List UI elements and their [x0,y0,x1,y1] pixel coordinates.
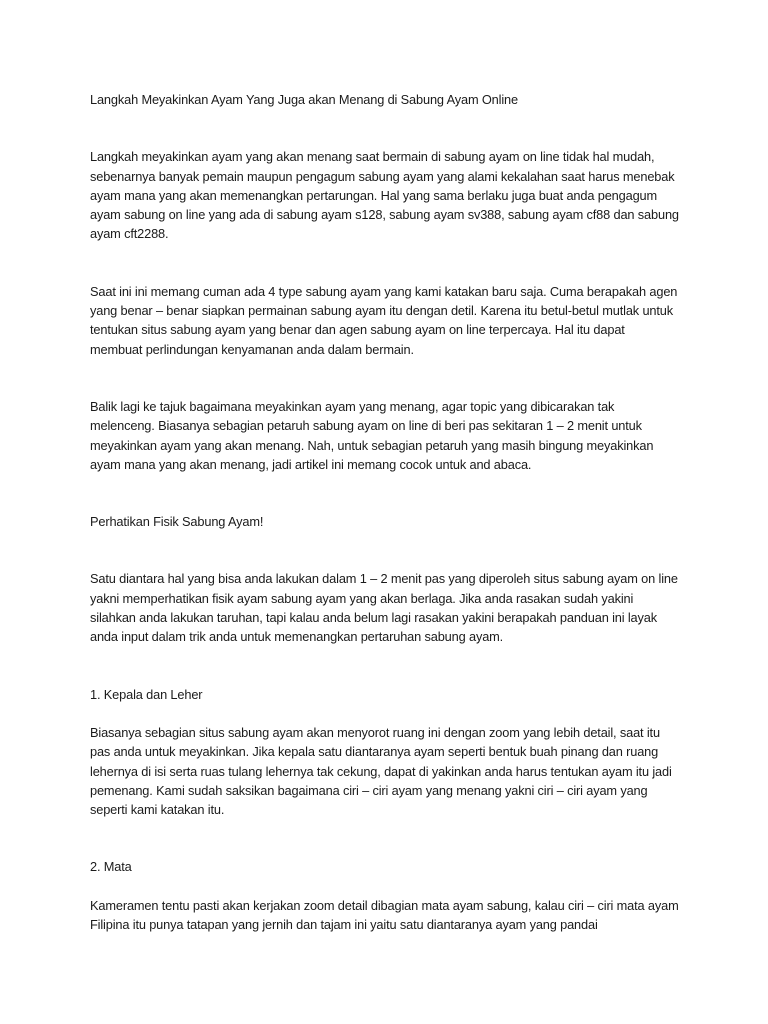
paragraph: Balik lagi ke tajuk bagaimana meyakinkan ayam yang menang, agar topic yang dibicarakan tak melenceng. Biasanya sebagian petaruh sabung ayam on line di beri pas sekitaran 1 – 2 menit untuk meyakinkan ayam yang akan menang. Nah, untuk sebagian petaruh yang masih bingung meyakinkan ayam mana yang akan menang, jadi artikel ini memang cocok untuk and abaca. [90,398,654,472]
document-body [90,90,680,934]
paragraph: Saat ini ini memang cuman ada 4 type sabung ayam yang kami katakan baru saja. Cuma berapakah agen yang benar – benar siapkan permainan sabung ayam itu dengan detil. Karena itu betul-betul mutlak untuk tentukan situs sabung ayam yang benar dan agen sabung ayam on line terpercaya. Hal itu dapat membuat perlindungan kenyamanan anda dalam bermain. [90,283,678,357]
paragraph: Kameramen tentu pasti akan kerjakan zoom detail dibagian mata ayam sabung, kalau ciri – ciri mata ayam Filipina itu punya tatapan yang jernih dan tajam ini yaitu satu diantaranya ayam yang pandai [90,897,679,933]
section-heading: Perhatikan Fisik Sabung Ayam! [90,514,264,530]
paragraph: Satu diantara hal yang bisa anda lakukan dalam 1 – 2 menit pas yang diperoleh situs sabung ayam on line yakni memperhatikan fisik ayam sabung ayam yang akan berlaga. Jika anda rasakan sudah yakini silahkan anda lakukan taruhan, tapi kalau anda belum lagi rasakan yakini berapakah panduan ini layak anda input dalam trik anda untuk memenangkan pertaruhan sabung ayam. [90,571,678,645]
subsection-heading: 1. Kepala dan Leher [90,686,203,702]
paragraph: Biasanya sebagian situs sabung ayam akan menyorot ruang ini dengan zoom yang lebih detail, saat itu pas anda untuk meyakinkan. Jika kepala satu diantaranya ayam seperti bentuk buah pinang dan ruang lehernya di isi serta ruas tulang lehernya tak cekung, dapat di yakinkan anda harus tentukan ayam itu jadi pemenang. Kami sudah saksikan bagaimana ciri – ciri ayam yang menang yakni ciri – ciri ayam yang seperti kami katakan itu. [90,724,672,818]
paragraph: Langkah meyakinkan ayam yang akan menang saat bermain di sabung ayam on line tidak hal mudah, sebenarnya banyak pemain maupun pengagum sabung ayam yang alami kekalahan saat harus menebak ayam mana yang akan memenangkan pertarungan. Hal yang sama berlaku juga buat anda pengagum ayam sabung on line yang ada di sabung ayam s128, sabung ayam sv388, sabung ayam cf88 dan sabung ayam cft2288. [90,149,679,242]
document-title: Langkah Meyakinkan Ayam Yang Juga akan Menang di Sabung Ayam Online [90,92,518,107]
subsection-heading: 2. Mata [90,859,132,875]
